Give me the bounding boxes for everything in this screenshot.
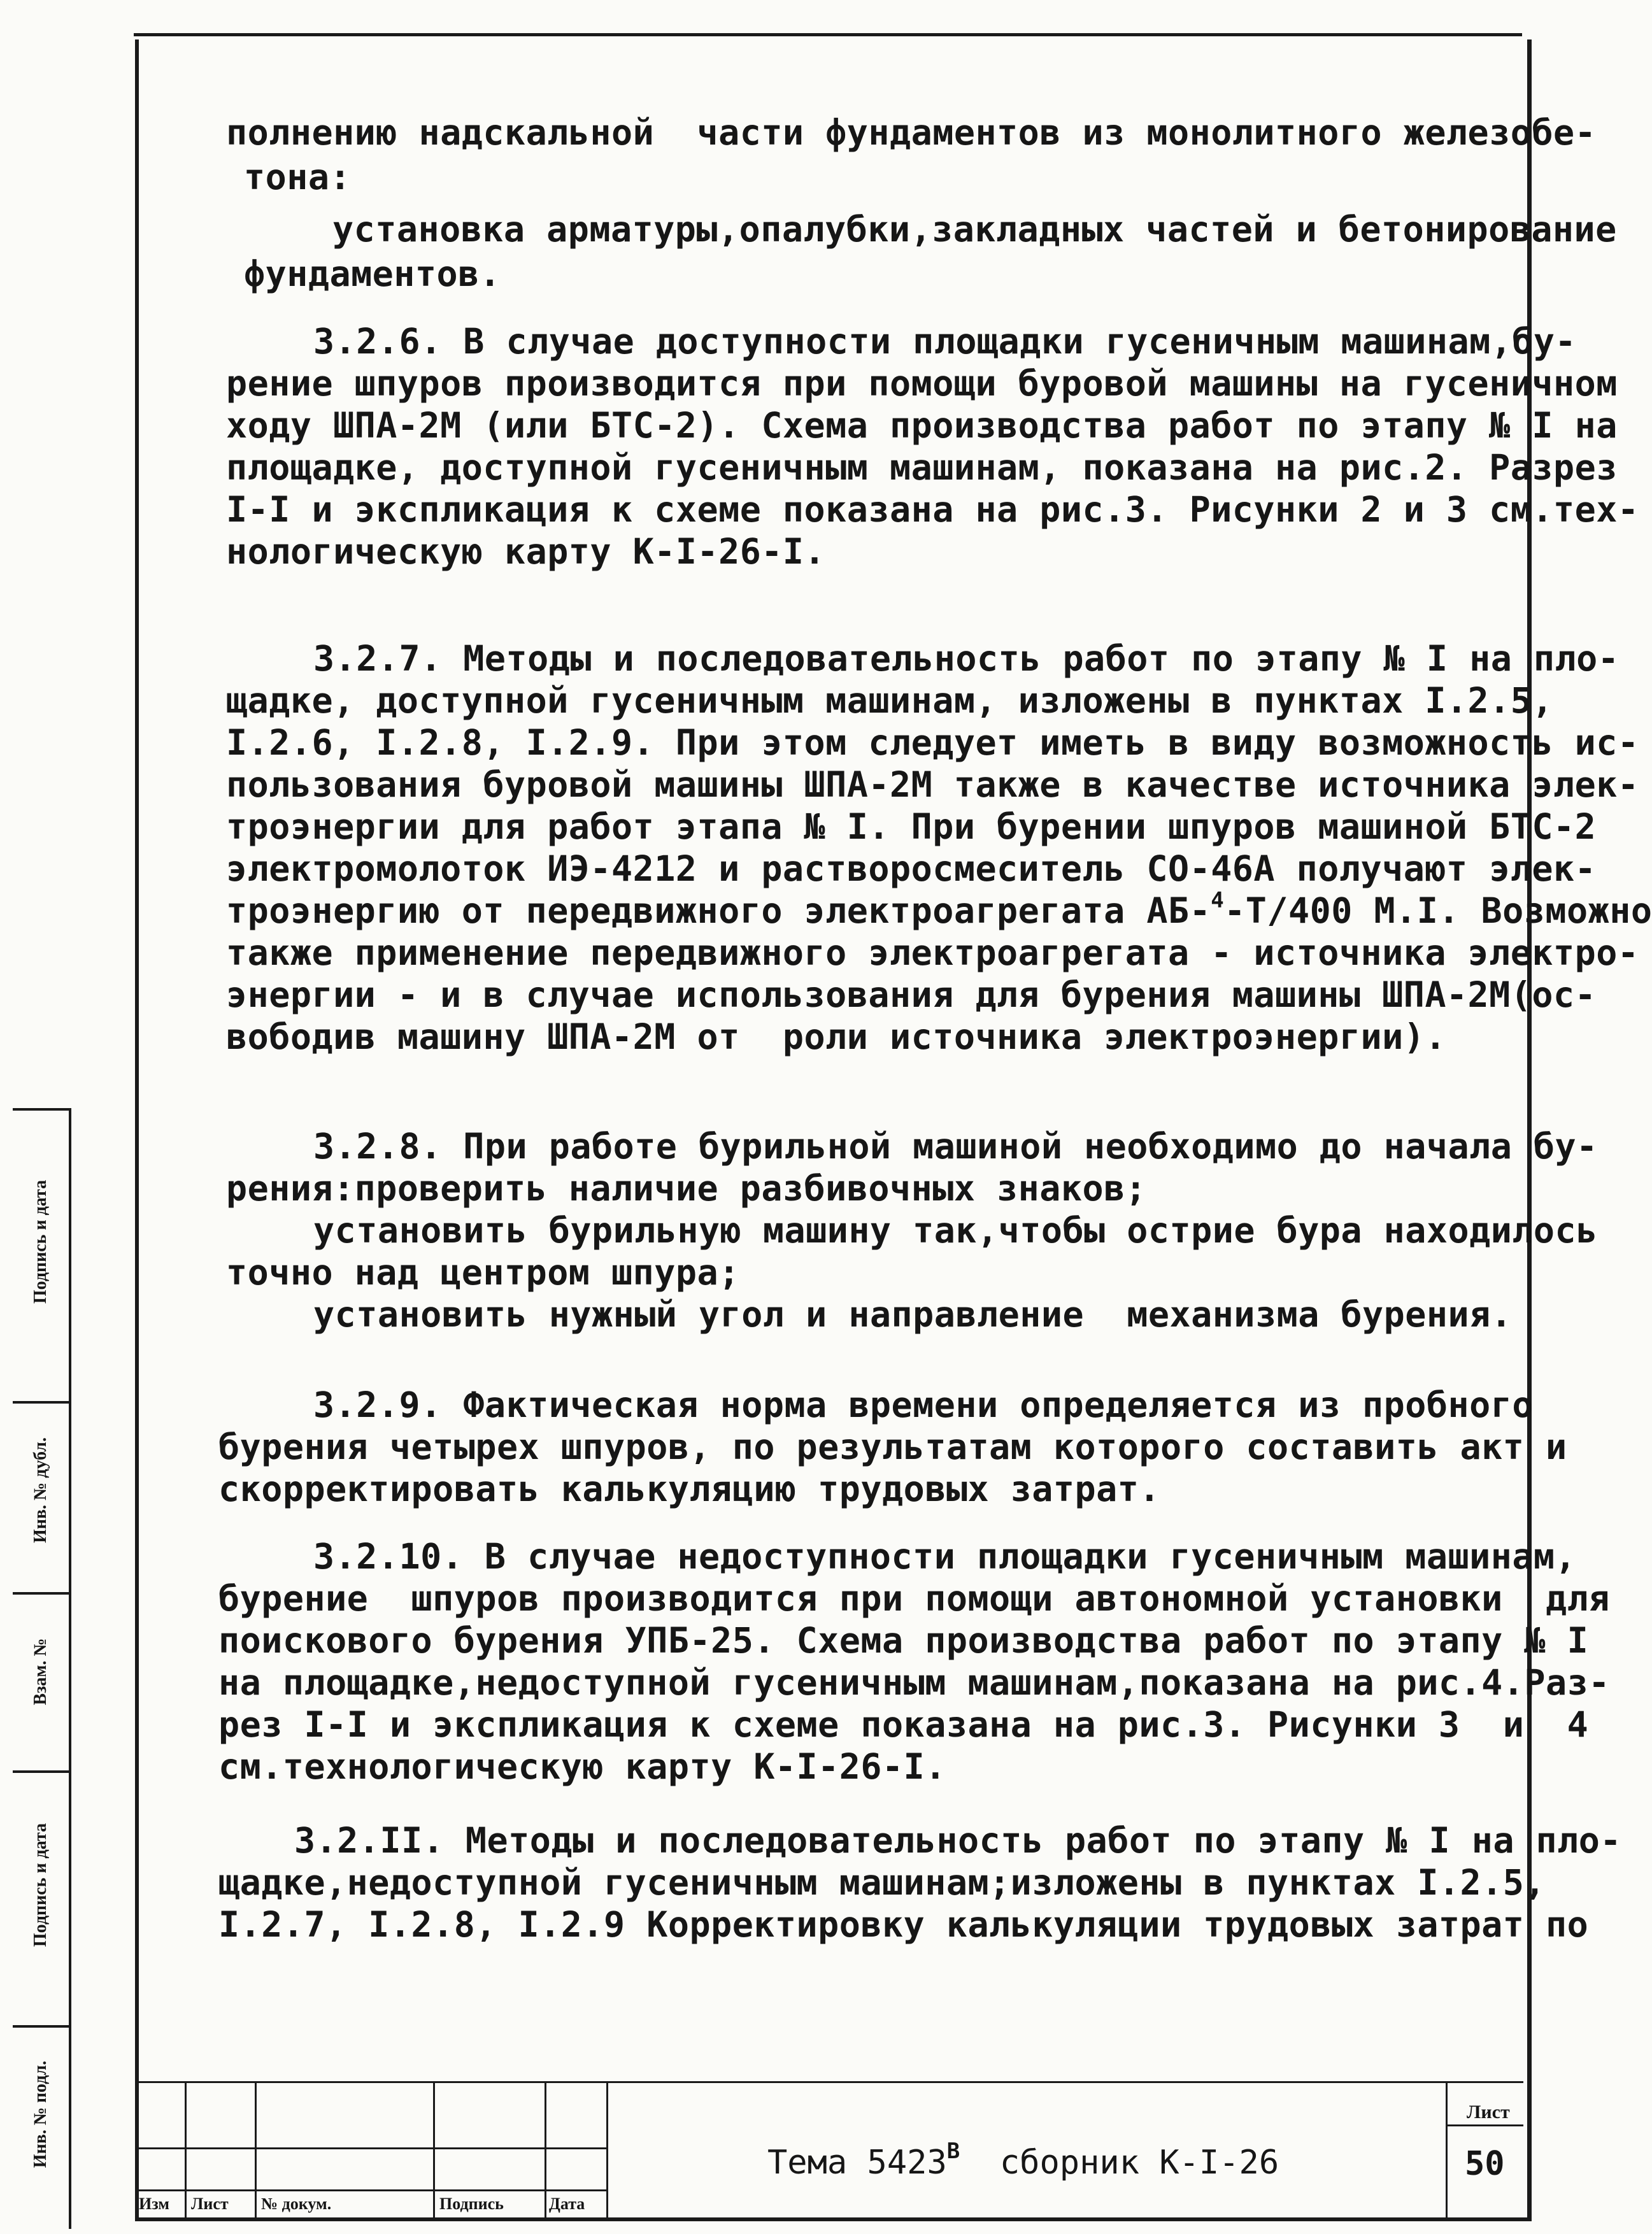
margin-divider: [13, 2025, 70, 2028]
title-block-column-line: [606, 2081, 608, 2221]
text-line: точно над центром шпура;: [226, 1252, 740, 1293]
title-block-column-line: [545, 2081, 546, 2221]
top-border-line: [134, 33, 1522, 36]
margin-divider: [13, 1770, 70, 1773]
title-block-column-line: [255, 2081, 257, 2221]
text-line: рез I-I и экспликация к схеме показана на рис.3. Рисунки 3 и 4: [218, 1704, 1589, 1745]
text-line: I.2.6, I.2.8, I.2.9. При этом следует иметь в виду возможность ис-: [226, 722, 1639, 763]
text-line: установка арматуры,опалубки,закладных частей и бетонирование: [332, 209, 1617, 250]
text-line: рения:проверить наличие разбивочных знаков;: [226, 1168, 1147, 1209]
text-line: 3.2.9. Фактическая норма времени определяется из пробного: [313, 1384, 1534, 1425]
text-line: 3.2.10. В случае недоступности площадки гусеничным машинам,: [313, 1536, 1577, 1577]
margin-divider: [13, 1108, 70, 1111]
text-line: щадке, доступной гусеничным машинам, изложены в пунктах I.2.5,: [226, 680, 1553, 721]
margin-label: Инв. № дубл.: [31, 1437, 50, 1543]
text-line: ходу ШПА-2М (или БТС-2). Схема производства работ по этапу № I на: [226, 405, 1618, 446]
text-line: нологическую карту К-I-26-I.: [226, 531, 826, 572]
text-line: установить бурильную машину так,чтобы острие бура находилось: [313, 1210, 1598, 1251]
title-text: Тема 5423: [767, 2144, 947, 2182]
text-line: щадке,недоступной гусеничным машинам;изложены в пунктах I.2.5,: [218, 1862, 1546, 1903]
tb-label-date: Дата: [549, 2195, 585, 2213]
tb-label-doc-number: № докум.: [261, 2195, 332, 2213]
text-line: пользования буровой машины ШПА-2М также в качестве источника элек-: [226, 764, 1639, 805]
text-line: скорректировать калькуляцию трудовых затрат.: [218, 1469, 1160, 1509]
text-line: полнению надскальной части фундаментов из монолитного железобе-: [226, 112, 1597, 153]
text-line: бурения четырех шпуров, по результатам которого составить акт и: [218, 1426, 1567, 1467]
text-line: фундаментов.: [244, 253, 501, 294]
text-line: площадке, доступной гусеничным машинам, показана на рис.2. Разрез: [226, 447, 1618, 488]
text-line: поискового бурения УПБ-25. Схема производства работ по этапу № I: [218, 1620, 1589, 1661]
superscript: 4: [1211, 888, 1225, 913]
text-line: вободив машину ШПА-2М от роли источника электроэнергии).: [226, 1016, 1446, 1057]
tb-label-list: Лист: [191, 2195, 229, 2213]
margin-divider: [13, 1401, 70, 1404]
margin-label: Инв. № подл.: [31, 2060, 50, 2168]
sheet-label: Лист: [1467, 2102, 1510, 2123]
text-line: троэнергии для работ этапа № I. При бурении шпуров машиной БТС-2: [226, 806, 1597, 847]
sheet-cell-line: [1446, 2124, 1523, 2126]
margin-divider: [13, 1592, 70, 1595]
text-line: установить нужный угол и направление механизма бурения.: [313, 1294, 1513, 1335]
title-block-row-line: [135, 2189, 606, 2191]
title-block-row-line: [135, 2147, 606, 2149]
title-block-column-line: [185, 2081, 187, 2221]
text-line: энергии - и в случае использования для бурения машины ШПА-2М(ос-: [226, 974, 1597, 1015]
margin-strip-line: [69, 1108, 71, 2229]
text-line: I-I и экспликация к схеме показана на рис.3. Рисунки 2 и 3 см.тех-: [226, 489, 1639, 530]
title-text-rest: сборник К-I-26: [960, 2144, 1279, 2182]
text-line: рение шпуров производится при помощи буровой машины на гусеничном: [226, 363, 1618, 404]
document-title: [767, 2138, 1279, 2182]
text-line: 3.2.6. В случае доступности площадки гусеничным машинам,бу-: [313, 321, 1577, 362]
text-line: 3.2.II. Методы и последовательность работ по этапу № I на пло-: [294, 1820, 1621, 1861]
text-line: также применение передвижного электроагрегата - источника электро-: [226, 932, 1639, 973]
text-fragment: троэнергию от передвижного электроагрегата АБ-: [226, 890, 1211, 931]
margin-label: Подпись и дата: [31, 1179, 50, 1304]
tb-label-signature: Подпись: [439, 2195, 504, 2213]
text-line: бурение шпуров производится при помощи автономной установки для: [218, 1578, 1610, 1619]
text-line: на площадке,недоступной гусеничным машинам,показана на рис.4.Раз-: [218, 1662, 1610, 1703]
margin-label: Взам. №: [31, 1638, 50, 1705]
text-line: тона:: [244, 157, 352, 197]
text-line: см.технологическую карту К-I-26-I.: [218, 1746, 946, 1787]
text-line: 3.2.7. Методы и последовательность работ по этапу № I на пло-: [313, 638, 1620, 679]
text-line: 3.2.8. При работе бурильной машиной необходимо до начала бу-: [313, 1126, 1598, 1167]
text-line: электромолоток ИЭ-4212 и растворосмеситель СО-46А получают элек-: [226, 848, 1597, 889]
text-line: [226, 888, 1652, 931]
tb-label-izm: Изм: [139, 2195, 170, 2213]
title-block-column-line: [1446, 2081, 1448, 2221]
title-block-top-line: [135, 2081, 1523, 2083]
title-superscript: В: [946, 2138, 960, 2164]
title-block-column-line: [433, 2081, 435, 2221]
text-line: I.2.7, I.2.8, I.2.9 Корректировку калькуляции трудовых затрат по: [218, 1904, 1589, 1945]
text-fragment: -Т/400 М.I. Возможно: [1224, 890, 1652, 931]
sheet-number: 50: [1465, 2145, 1505, 2183]
margin-label: Подпись и дата: [31, 1823, 50, 1947]
